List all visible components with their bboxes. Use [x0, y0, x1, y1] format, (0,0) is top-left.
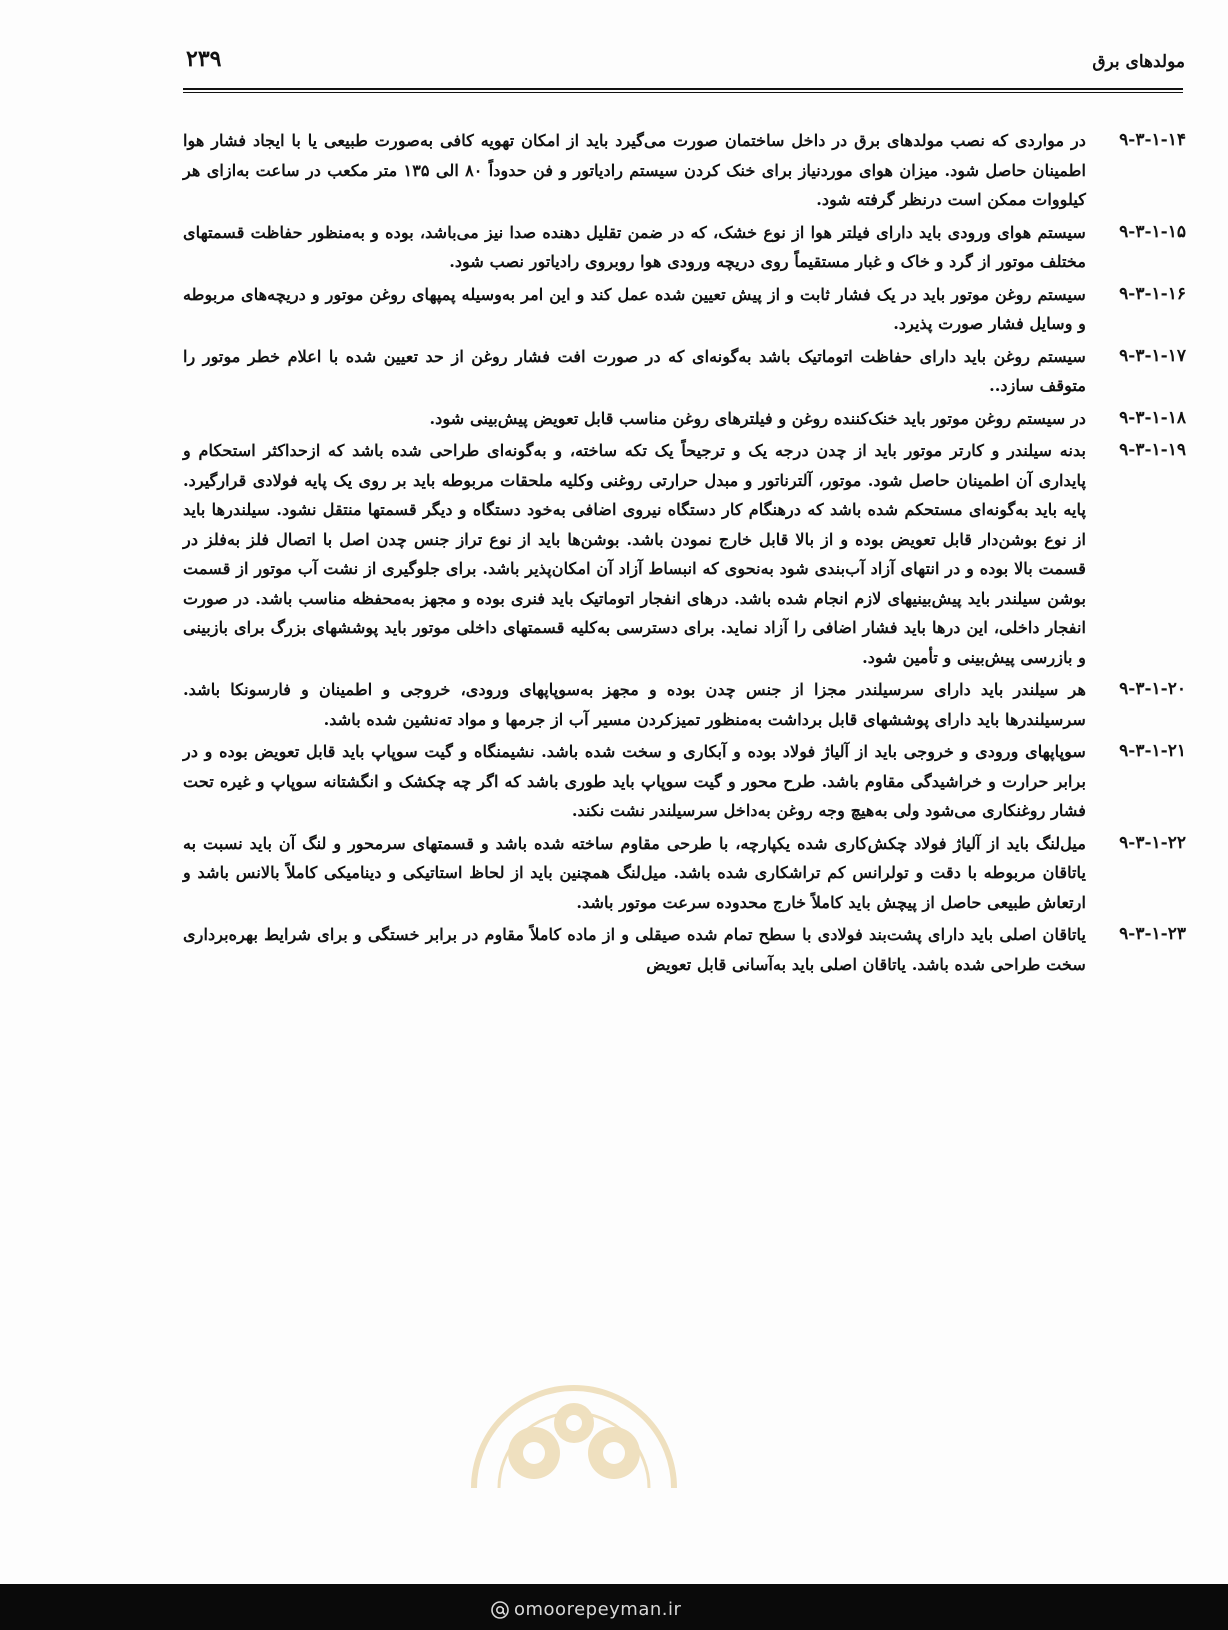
- clause-text: در سیستم روغن موتور باید خنک‌کننده روغن و فیلترهای روغن مناسب قابل تعویض پیش‌بینی شود.: [429, 408, 1086, 428]
- clause-text: در مواردی که نصب مولدهای برق در داخل ساختمان صورت می‌گیرد باید از امکان تهویه کافی به‌صورت طبیعی یا با ایجاد فشار هوا اطمینان حاصل شود. میزان هوای موردنیاز برای خنک کردن سیستم رادیاتور و فن حدوداً ۸۰ الی ۱۳۵ متر مکعب در ساعت به‌ازای هر کیلووات ممکن است درنظر گرفته شود.: [183, 131, 1087, 209]
- clause-paragraph: [183, 829, 1186, 918]
- clause-paragraph: [183, 436, 1186, 672]
- clause-text: سیستم روغن باید دارای حفاظت اتوماتیک باشد به‌گونه‌ای که در صورت افت فشار روغن از حد تعیین شده با اعلام خطر موتور را متوقف سازد..: [183, 346, 1086, 395]
- clause-number: ۹-۳-۱-۱۶: [1119, 283, 1186, 304]
- clause-text: بدنه سیلندر و کارتر موتور باید از چدن درجه یک و ترجیحاً یک تکه ساخته، و به‌گونه‌ای طراحی شده باشد که ازحداکثر استحکام و پایداری آن اطمینان حاصل شود. موتور، آلترناتور و مبدل حرارتی روغنی وکلیه ملحقات مربوطه باید بر روی یک پایه فولادی قرارگیرد. پایه باید به‌گونه‌ای مستحکم شده باشد که درهنگام کار دستگاه نیروی اضافی به‌خود دستگاه و دیگر قسمتها منتقل نشود. سیلندرها باید از نوع بوشن‌دار قابل تعویض بوده و از بالا قابل خارج نمودن باشد. بوشن‌ها باید از نوع تراز جنس چدن اصل با اتصال فلز به‌فلز در قسمت بالا بوده و در انتهای آزاد آب‌بندی شود به‌نحوی که انبساط آزاد آن امکان‌پذیر باشد. برای جلوگیری از نشت آب موتور از قسمت بوشن سیلندر باید پیش‌بینیهای لازم انجام شده باشد. درهای انفجار اتوماتیک باید فنری بوده و مجهز به‌محفظه مناسب باشد. در صورت انفجار داخلی، این درها باید فشار اضافی را آزاد نماید. برای دسترسی به‌کلیه قسمتهای داخلی موتور باید پوششهای بزرگ برای بازبینی و بازرسی پیش‌بینی و تأمین شود.: [183, 441, 1086, 667]
- clause-paragraph: [183, 280, 1186, 339]
- clause-number: ۹-۳-۱-۱۷: [1119, 345, 1186, 366]
- clause-paragraph: [183, 675, 1186, 734]
- running-title: مولدهای برق: [1092, 52, 1185, 72]
- clause-text: هر سیلندر باید دارای سرسیلندر مجزا از جنس چدن بوده و مجهز به‌سوپاپهای ورودی، خروجی و اطمینان و فارسونکا باشد. سرسیلندرها باید دارای پوششهای قابل برداشت به‌منظور تمیزکردن مسیر آب از جرمها و مواد ته‌نشین شده باشد.: [183, 680, 1086, 729]
- clause-paragraph: [183, 342, 1186, 401]
- header-divider-thin: [183, 92, 1183, 93]
- clause-number: ۹-۳-۱-۲۲: [1119, 832, 1186, 853]
- clause-number: ۹-۳-۱-۱۸: [1119, 407, 1186, 428]
- clause-number: ۹-۳-۱-۱۵: [1119, 221, 1186, 242]
- clause-number: ۹-۳-۱-۲۰: [1119, 679, 1186, 699]
- clause-paragraph: [183, 126, 1186, 215]
- page-header: [170, 46, 1185, 86]
- clause-text: یاتاقان اصلی باید دارای پشت‌بند فولادی با سطح تمام شده صیقلی و از ماده کاملاً مقاوم در برابر خستگی و برای شرایط بهره‌برداری سخت طراحی شده باشد. یاتاقان اصلی باید به‌آسانی قابل تعویض: [183, 925, 1086, 974]
- at-sign-icon: [490, 1600, 510, 1620]
- clause-number: ۹-۳-۱-۱۹: [1119, 440, 1186, 460]
- clause-text: سیستم روغن موتور باید در یک فشار ثابت و از پیش تعیین شده عمل کند و این امر به‌وسیله پمپهای روغن موتور و دریچه‌های مربوطه و وسایل فشار صورت پذیرد.: [183, 284, 1086, 333]
- clause-paragraph: [183, 218, 1186, 277]
- page-body: [183, 126, 1186, 982]
- clause-number: ۹-۳-۱-۲۳: [1119, 924, 1186, 944]
- page-number: ۲۳۹: [186, 46, 222, 72]
- clause-number: ۹-۳-۱-۲۱: [1119, 741, 1186, 761]
- clause-text: سیستم هوای ورودی باید دارای فیلتر هوا از نوع خشک، که در ضمن تقلیل دهنده صدا نیز می‌باشد، بوده و به‌منظور حفاظت قسمتهای مختلف موتور از گرد و خاک و غبار مستقیماً روی دریچه ورودی هوا روبروی رادیاتور نصب شود.: [183, 222, 1086, 271]
- clause-paragraph: [183, 404, 1186, 434]
- clause-number: ۹-۳-۱-۱۴: [1119, 130, 1186, 150]
- clause-text: میل‌لنگ باید از آلیاژ فولاد چکش‌کاری شده یکپارچه، با طرحی مقاوم ساخته شده باشد و قسمتهای سرمحور و لنگ آن باید نسبت به یاتاقان مربوطه با دقت و تولرانس کم تراشکاری شده باشد. میل‌لنگ همچنین باید از لحاظ استاتیکی و دینامیکی کاملاً بالانس باشد و ارتعاش طبیعی حاصل از پیچش باید کاملاً خارج محدوده سرعت موتور باشد.: [183, 833, 1086, 912]
- header-divider: [183, 88, 1183, 90]
- clause-text: سوپاپهای ورودی و خروجی باید از آلیاژ فولاد بوده و آبکاری و سخت شده باشد. نشیمنگاه و گیت سوپاپ باید قابل تعویض بوده و در برابر حرارت و خراشیدگی مقاوم باشد. طرح محور و گیت سوپاپ باید طوری باشد که اگر چه چکشک و انگشتانه سوپاپ و غیره تحت فشار روغنکاری می‌شود ولی به‌هیچ وجه روغن به‌داخل سرسیلندر نشت نکند.: [183, 742, 1086, 820]
- clause-paragraph: [183, 920, 1186, 979]
- footer-url-text: omoorepeyman.ir: [514, 1599, 682, 1620]
- gear-emblem-icon: [454, 1328, 694, 1498]
- clause-paragraph: [183, 737, 1186, 826]
- footer-watermark: [490, 1599, 681, 1620]
